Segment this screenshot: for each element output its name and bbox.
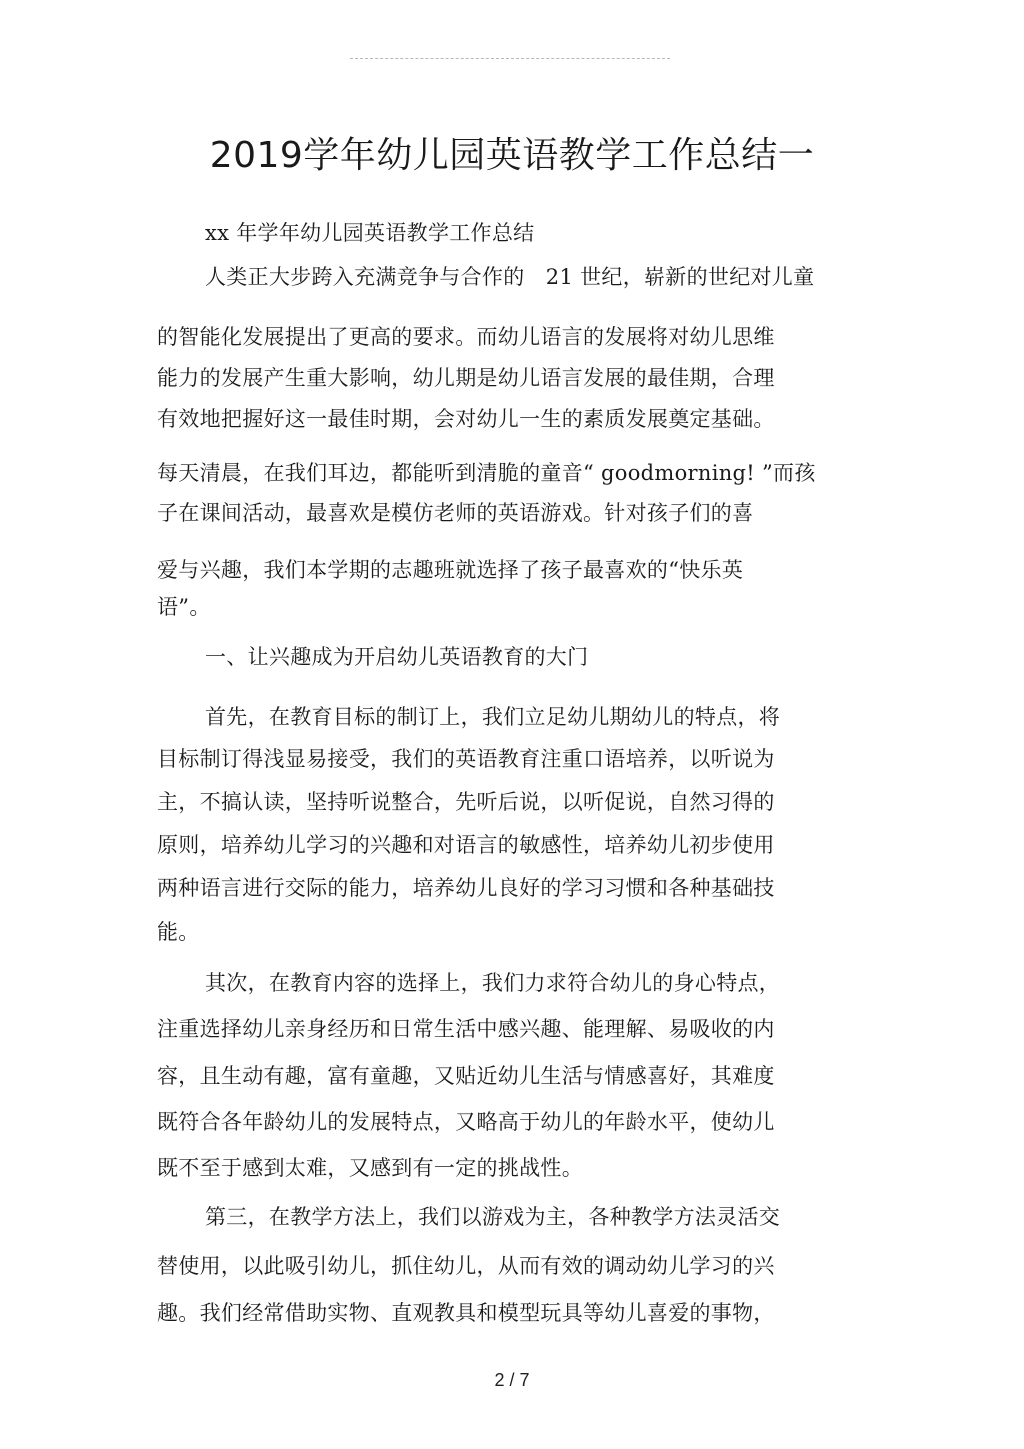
text-line: 趣。我们经常借助实物、直观教具和模型玩具等幼儿喜爱的事物， [157, 1301, 775, 1325]
text-line: 有效地把握好这一最佳时期，会对幼儿一生的素质发展奠定基础。 [157, 407, 775, 431]
text-line: 既符合各年龄幼儿的发展特点，又略高于幼儿的年龄水平，使幼儿 [157, 1110, 775, 1134]
text-line: 容，且生动有趣，富有童趣，又贴近幼儿生活与情感喜好，其难度 [157, 1064, 775, 1088]
text-line: 注重选择幼儿亲身经历和日常生活中感兴趣、能理解、易吸收的内 [157, 1017, 775, 1041]
text-line: 原则，培养幼儿学习的兴趣和对语言的敏感性，培养幼儿初步使用 [157, 833, 775, 857]
text-line: 能。 [157, 920, 200, 944]
text-line: 能力的发展产生重大影响，幼儿期是幼儿语言发展的最佳期，合理 [157, 366, 775, 390]
text-line: 爱与兴趣，我们本学期的志趣班就选择了孩子最喜欢的“快乐英 [157, 558, 744, 582]
text-line: 每天清晨，在我们耳边，都能听到清脆的童音“ goodmorning! ”而孩 [157, 461, 816, 485]
text-line: 其次，在教育内容的选择上，我们力求符合幼儿的身心特点， [205, 971, 781, 995]
page-number: 2 / 7 [494, 1370, 530, 1390]
text-line: 第三，在教学方法上，我们以游戏为主，各种教学方法灵活交 [205, 1205, 781, 1229]
subtitle-line: xx 年学年幼儿园英语教学工作总结 [205, 221, 535, 245]
text-line: 人类正大步跨入充满竞争与合作的 21 世纪，崭新的世纪对儿童 [205, 265, 815, 289]
text-line: 首先，在教育目标的制订上，我们立足幼儿期幼儿的特点，将 [205, 705, 781, 729]
text-line: 既不至于感到太难，又感到有一定的挑战性。 [157, 1156, 583, 1180]
text-line: 语”。 [157, 595, 211, 619]
text-line: 替使用，以此吸引幼儿，抓住幼儿，从而有效的调动幼儿学习的兴 [157, 1254, 775, 1278]
section-heading: 一、让兴趣成为开启幼儿英语教育的大门 [205, 645, 589, 669]
text-line: 主，不搞认读，坚持听说整合，先听后说，以听促说，自然习得的 [157, 790, 775, 814]
document-title: 2019学年幼儿园英语教学工作总结一 [209, 135, 815, 176]
header-rule [350, 58, 670, 59]
text-line: 的智能化发展提出了更高的要求。而幼儿语言的发展将对幼儿思维 [157, 325, 775, 349]
text-line: 子在课间活动，最喜欢是模仿老师的英语游戏。针对孩子们的喜 [157, 501, 754, 525]
text-line: 两种语言进行交际的能力，培养幼儿良好的学习习惯和各种基础技 [157, 876, 775, 900]
text-line: 目标制订得浅显易接受，我们的英语教育注重口语培养，以听说为 [157, 747, 775, 771]
